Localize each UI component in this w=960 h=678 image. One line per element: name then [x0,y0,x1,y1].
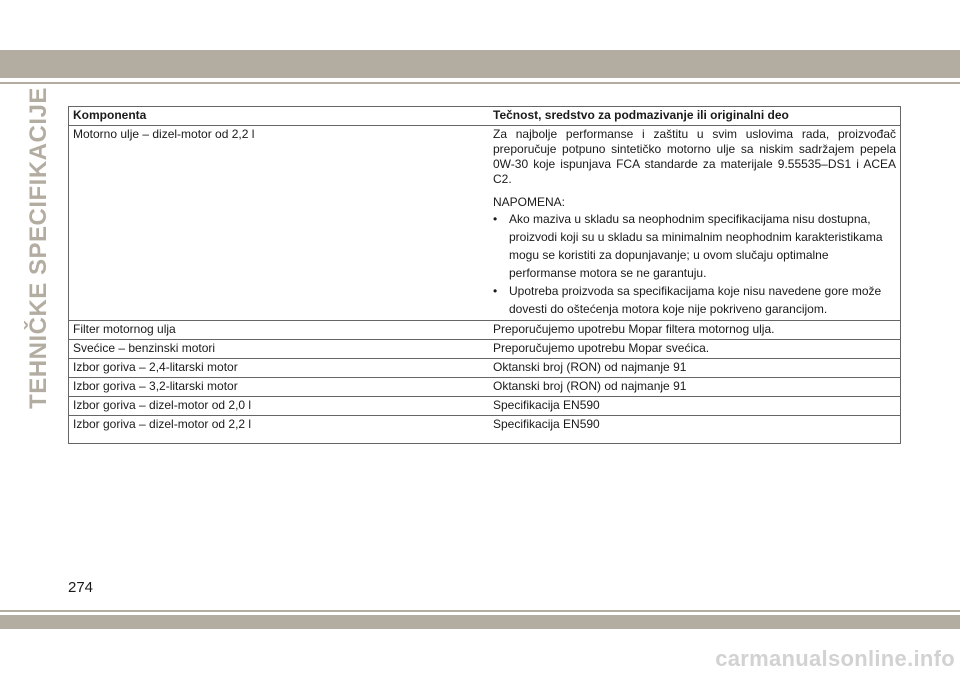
row-component: Svećice – benzinski motori [69,340,490,359]
page-number: 274 [68,579,94,596]
list-item: • Upotreba proizvoda sa specifikacijama koje nisu navedene gore može dovesti do oštećenja motora koje nije pokriveno garancijom. [493,282,896,318]
table-row [69,359,901,378]
row-component: Izbor goriva – dizel-motor od 2,0 l [69,397,490,416]
top-decorative-line [0,82,960,84]
table-row [69,321,901,340]
table-row [69,397,901,416]
section-title-text: TEHNIČKE SPECIFIKACIJE [25,87,52,409]
row-component: Izbor goriva – dizel-motor od 2,2 l [69,416,490,444]
table-row [69,416,901,444]
watermark-text: carmanualsonline.info [715,646,955,671]
table-row [69,378,901,397]
row-component: Izbor goriva – 2,4-litarski motor [69,359,490,378]
table-row [69,126,901,321]
table-header-row [69,107,901,126]
bottom-decorative-line [0,610,960,612]
list-item: • Ako maziva u skladu sa neophodnim specifikacijama nisu dostupna, proizvodi koji su u skladu sa minimalnim neophodnim karakteristikama mogu se koristiti za dopunjavanje; u ovom slučaju optimalne performanse motora se ne garantuju. [493,210,896,282]
row-spec: Specifikacija EN590 [489,416,901,444]
header-component: Komponenta [69,107,490,126]
specification-table [68,106,901,444]
section-title-vertical [19,87,59,409]
row-spec: Oktanski broj (RON) od najmanje 91 [489,378,901,397]
note-list [493,210,896,318]
row-component: Filter motornog ulja [69,321,490,340]
top-decorative-band [0,50,960,78]
row-spec: Oktanski broj (RON) od najmanje 91 [489,359,901,378]
header-fluid: Tečnost, sredstvo za podmazivanje ili originalni deo [489,107,901,126]
oil-recommendation: Za najbolje performanse i zaštitu u svim uslovima rada, proizvođač preporučuje potpuno sintetičko motorno ulje sa niskim sadržajem pepela 0W-30 koje ispunjava FCA standarde za materijale 9.55535–DS1 i ACEA C2. [493,127,896,186]
row-spec: Preporučujemo upotrebu Mopar filtera motornog ulja. [489,321,901,340]
row-spec: Preporučujemo upotrebu Mopar svećica. [489,340,901,359]
note-title: NAPOMENA: [493,195,566,209]
bottom-decorative-band [0,615,960,629]
row-component: Motorno ulje – dizel-motor od 2,2 l [69,126,490,321]
row-spec [489,126,901,321]
row-spec: Specifikacija EN590 [489,397,901,416]
row-component: Izbor goriva – 3,2-litarski motor [69,378,490,397]
table-row [69,340,901,359]
